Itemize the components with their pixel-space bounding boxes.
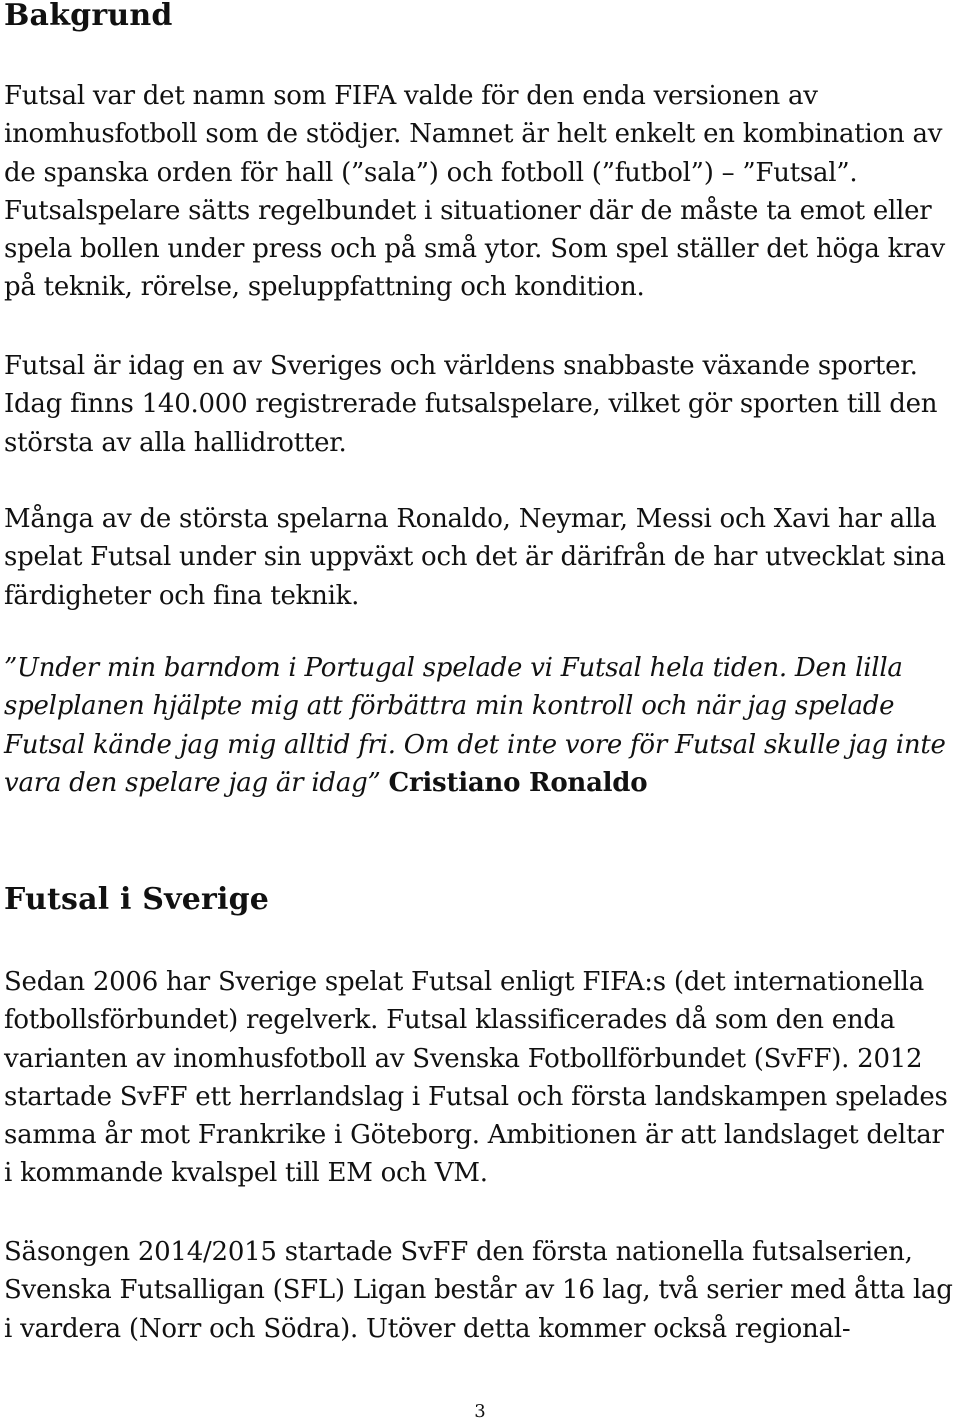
quote-author: Cristiano Ronaldo — [388, 767, 648, 798]
paragraph-sweden-history: Sedan 2006 har Sverige spelat Futsal enligt FIFA:s (det internationella fotbollsförbundet) regelverk. Futsal klassificerades då som den enda varianten av inomhusfotboll av Svenska Fotbollförbundet (SvFF). 2012 startade SvFF ett herrlandslag i Futsal och första landskampen spelades samma år mot Frankrike i Göteborg. Ambitionen är att landslaget deltar i kommande kvalspel till EM och VM. — [4, 967, 948, 1189]
paragraph-futsal-league: Säsongen 2014/2015 startade SvFF den första nationella futsalserien, Svenska Futsalligan (SFL) Ligan består av 16 lag, två serier med åtta lag i vardera (Norr och Södra). Utöver detta kommer också regional- — [4, 1237, 953, 1344]
quote-text: ”Under min barndom i Portugal spelade vi Futsal hela tiden. Den lilla spelplanen hjälpte mig att förbättra min kontroll och när jag spelade Futsal kände jag mig alltid fri. Om det inte vore för Futsal skulle jag inte vara den spelare jag är idag” — [4, 653, 946, 798]
section-heading-futsal-i-sverige: Futsal i Sverige — [4, 882, 270, 917]
quote-block — [4, 649, 956, 802]
page-number: 3 — [474, 1401, 486, 1422]
paragraph-futsal-growth: Futsal är idag en av Sveriges och världens snabbaste växande sporter. Idag finns 140.000 registrerade futsalspelare, vilket gör sporten till den största av alla hallidrotter. — [4, 351, 938, 458]
paragraph-famous-players: Många av de största spelarna Ronaldo, Neymar, Messi och Xavi har alla spelat Futsal under sin uppväxt och det är därifrån de har utvecklat sina färdigheter och fina teknik. — [4, 504, 946, 611]
section-heading-bakgrund: Bakgrund — [4, 0, 173, 33]
paragraph-futsal-intro: Futsal var det namn som FIFA valde för den enda versionen av inomhusfotboll som de stödjer. Namnet är helt enkelt en kombination av de spanska orden för hall (”sala”) och fotboll (”futbol”) – ”Futsal”. Futsalspelare sätts regelbundet i situationer där de måste ta emot eller spela bollen under press och på små ytor. Som spel ställer det höga krav på teknik, rörelse, speluppfattning och kondition. — [4, 81, 945, 303]
